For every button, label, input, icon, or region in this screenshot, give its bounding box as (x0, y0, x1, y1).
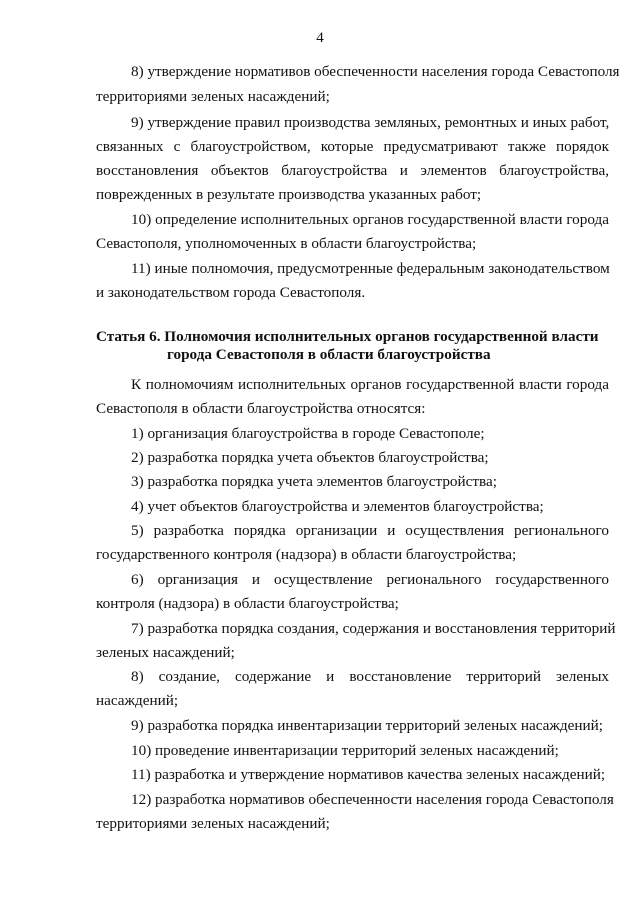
item-9-line-1: 9) утверждение правил производства земляных, ремонтных и иных работ, (131, 114, 610, 131)
item-9-line-3: восстановления объектов благоустройства и элементов благоустройства, (96, 162, 609, 179)
item-9-line-2: связанных с благоустройством, которые предусматривают также порядок (96, 138, 609, 155)
item-11-line-1: 11) иные полномочия, предусмотренные федеральным законодательством (131, 260, 610, 277)
article-item-7-line-2: зеленых насаждений; (96, 644, 235, 661)
article-item-3: 3) разработка порядка учета элементов благоустройства; (131, 473, 497, 490)
article-item-10: 10) проведение инвентаризации территорий зеленых насаждений; (131, 742, 559, 759)
article-item-5-line-1: 5) разработка порядка организации и осуществления регионального (131, 522, 609, 539)
article-heading-line-2: города Севастополя в области благоустройства (167, 346, 491, 363)
item-11-line-2: и законодательством города Севастополя. (96, 284, 366, 301)
article-item-6-line-2: контроля (надзора) в области благоустройства; (96, 595, 399, 612)
item-10-line-2: Севастополя, уполномоченных в области благоустройства; (96, 235, 477, 252)
article-item-4: 4) учет объектов благоустройства и элементов благоустройства; (131, 498, 544, 515)
article-item-12-line-2: территориями зеленых насаждений; (96, 815, 330, 832)
article-item-11: 11) разработка и утверждение нормативов качества зеленых насаждений; (131, 766, 606, 783)
page-number: 4 (316, 30, 324, 46)
intro-line-1: К полномочиям исполнительных органов государственной власти города (131, 376, 609, 393)
article-item-6-line-1: 6) организация и осуществление регионального государственного (131, 571, 609, 588)
article-item-12-line-1: 12) разработка нормативов обеспеченности населения города Севастополя (131, 791, 614, 808)
item-8-line-1: 8) утверждение нормативов обеспеченности населения города Севастополя (131, 63, 620, 80)
intro-line-2: Севастополя в области благоустройства относятся: (96, 400, 426, 417)
article-heading-line-1: Статья 6. Полномочия исполнительных органов государственной власти (96, 328, 599, 345)
article-item-2: 2) разработка порядка учета объектов благоустройства; (131, 449, 489, 466)
article-item-5-line-2: государственного контроля (надзора) в области благоустройства; (96, 546, 517, 563)
item-8-line-2: территориями зеленых насаждений; (96, 88, 330, 105)
item-10-line-1: 10) определение исполнительных органов государственной власти города (131, 211, 609, 228)
item-9-line-4: поврежденных в результате производства указанных работ; (96, 186, 482, 203)
article-item-8-line-2: насаждений; (96, 692, 179, 709)
article-item-8-line-1: 8) создание, содержание и восстановление территорий зеленых (131, 668, 609, 685)
article-item-1: 1) организация благоустройства в городе Севастополе; (131, 425, 485, 442)
article-item-9: 9) разработка порядка инвентаризации территорий зеленых насаждений; (131, 717, 603, 734)
article-item-7-line-1: 7) разработка порядка создания, содержания и восстановления территорий (131, 620, 616, 637)
